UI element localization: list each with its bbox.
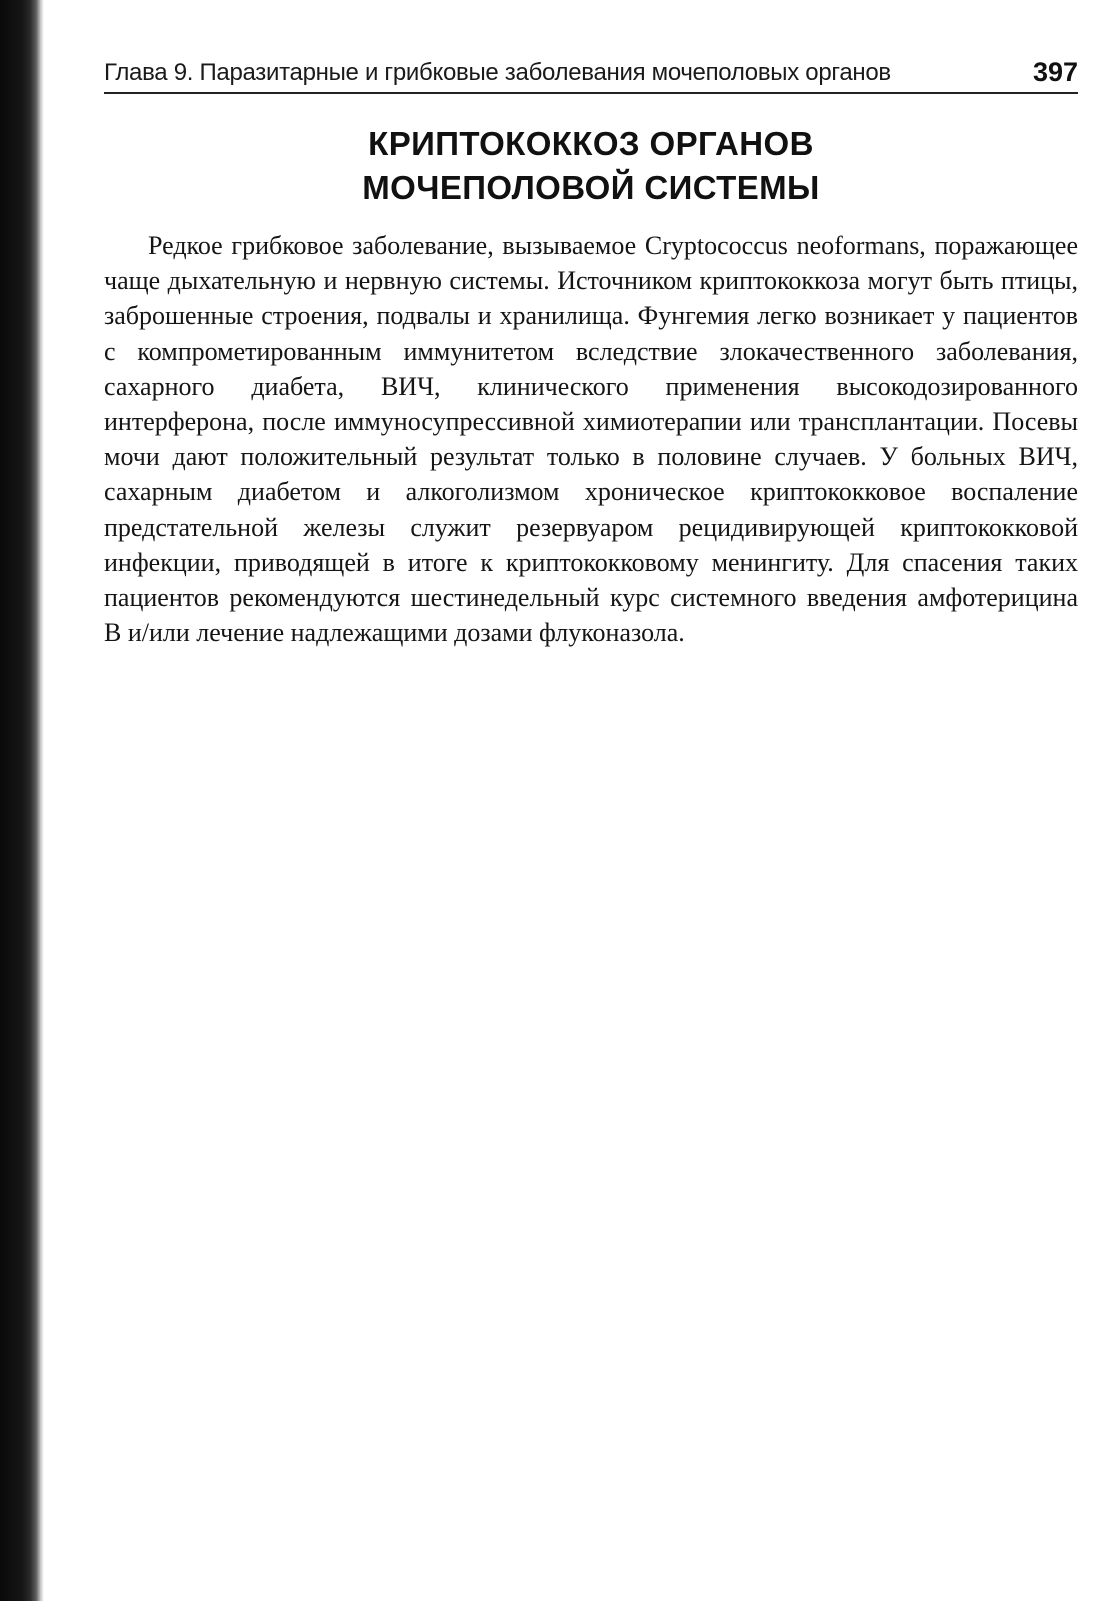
chapter-title: Глава 9. Паразитарные и грибковые заболевания мочеполовых органов xyxy=(104,59,891,86)
running-header xyxy=(104,58,1078,94)
page-number: 397 xyxy=(1032,57,1078,87)
page-binding-shadow xyxy=(0,0,44,1601)
section-title xyxy=(104,122,1078,210)
body-paragraph: Редкое грибковое заболевание, вызываемое Cryptococcus neoformans, поражающее чаще дыхательную и нервную системы. Источником криптококкоза могут быть птицы, заброшенные строения, подвалы и хранилища. Фунгемия легко возникает у пациентов с компрометированным иммунитетом вследствие злокачественного заболевания, сахарного диабета, ВИЧ, клинического применения высокодозированного интерферона, после иммуносупрессивной химиотерапии или трансплантации. Посевы мочи дают положительный результат только в половине случаев. У больных ВИЧ, сахарным диабетом и алкоголизмом хроническое криптококковое воспаление предстательной железы служит резервуаром рецидивирующей криптококковой инфекции, приводящей в итоге к криптококковому менингиту. Для спасения таких пациентов рекомендуются шестинедельный курс системного введения амфотерицина В и/или лечение надлежащими дозами флуконазола. xyxy=(104,231,1078,648)
section-title-line-2: МОЧЕПОЛОВОЙ СИСТЕМЫ xyxy=(362,169,820,206)
section-title-line-1: КРИПТОКОККОЗ ОРГАНОВ xyxy=(368,125,814,162)
